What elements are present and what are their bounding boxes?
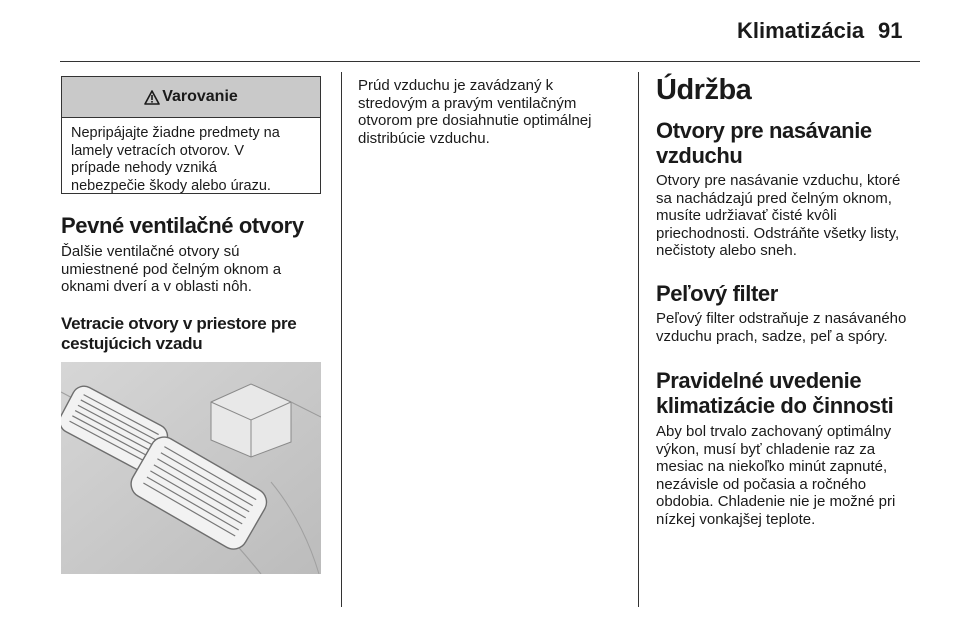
heading-line: klimatizácie do činnosti bbox=[656, 393, 894, 418]
header-rule bbox=[60, 61, 920, 62]
text-line: Aby bol trvalo zachovaný optimálny bbox=[656, 423, 892, 440]
warning-line: Nepripájajte žiadne predmety na bbox=[71, 125, 280, 141]
heading-line: Otvory pre nasávanie bbox=[656, 118, 872, 143]
heading-rear-vents bbox=[61, 314, 296, 354]
text-line: nízkej vonkajšej teplote. bbox=[656, 510, 816, 528]
warning-line: prípade nehody vzniká bbox=[71, 160, 217, 176]
text-line: distribúcie vzduchu. bbox=[358, 129, 490, 147]
heading-line: Vetracie otvory v priestore pre bbox=[61, 314, 297, 333]
text-line: Ďalšie ventilačné otvory sú bbox=[61, 243, 240, 260]
air-intake-paragraph bbox=[656, 172, 900, 260]
text-line: sa nachádzajú pred čelným oknom, bbox=[656, 189, 892, 207]
section-title-maintenance: Údržba bbox=[656, 74, 752, 106]
pollen-filter-paragraph bbox=[656, 310, 906, 345]
text-line: priechodnosti. Odstráňte všetky listy, bbox=[656, 224, 900, 242]
page-number: 91 bbox=[878, 18, 903, 43]
warning-header bbox=[62, 77, 320, 118]
warning-box bbox=[61, 76, 321, 194]
text-line: nečistoty alebo sneh. bbox=[656, 242, 797, 259]
page-header-title: Klimatizácia bbox=[737, 18, 865, 43]
text-line: Prúd vzduchu je zavádzaný k bbox=[358, 77, 554, 94]
column-divider-2 bbox=[638, 72, 639, 607]
heading-line: vzduchu bbox=[656, 143, 743, 168]
warning-line: lamely vetracích otvorov. V bbox=[71, 142, 244, 159]
column-divider-1 bbox=[341, 72, 342, 607]
text-line: Peľový filter odstraňuje z nasávaného bbox=[656, 310, 907, 327]
text-line: Otvory pre nasávanie vzduchu, ktoré bbox=[656, 172, 901, 189]
heading-regular-operation bbox=[656, 368, 893, 418]
text-line: výkon, musí byť chladenie raz za bbox=[656, 440, 876, 458]
text-line: umiestnené pod čelným oknom a bbox=[61, 260, 282, 278]
text-line: musíte udržiavať čisté kvôli bbox=[656, 207, 837, 224]
text-line: obdobia. Chladenie nie je možné pri bbox=[656, 493, 896, 510]
rear-vents-illustration bbox=[61, 362, 321, 574]
text-line: nezávisle od počasia a ročného bbox=[656, 475, 867, 493]
warning-title: Varovanie bbox=[162, 88, 238, 105]
warning-triangle-icon bbox=[144, 90, 160, 105]
heading-line: cestujúcich vzadu bbox=[61, 334, 203, 353]
heading-fixed-vents: Pevné ventilačné otvory bbox=[61, 213, 304, 238]
warning-text bbox=[62, 118, 320, 202]
text-line: mesiac na niekoľko minút zapnuté, bbox=[656, 458, 888, 475]
text-line: otvorom pre dosiahnutie optimálnej bbox=[358, 112, 592, 129]
heading-air-intake bbox=[656, 118, 872, 168]
airflow-paragraph bbox=[358, 77, 591, 147]
text-line: stredovým a pravým ventilačným bbox=[358, 94, 577, 112]
text-line: vzduchu prach, sadze, peľ a spóry. bbox=[656, 327, 888, 345]
heading-pollen-filter: Peľový filter bbox=[656, 281, 778, 306]
fixed-vents-paragraph bbox=[61, 243, 281, 296]
text-line: oknami dverí a v oblasti nôh. bbox=[61, 278, 252, 295]
heading-line: Pravidelné uvedenie bbox=[656, 368, 862, 393]
regular-operation-paragraph bbox=[656, 423, 895, 528]
warning-line: nebezpečie škody alebo úrazu. bbox=[71, 177, 271, 194]
